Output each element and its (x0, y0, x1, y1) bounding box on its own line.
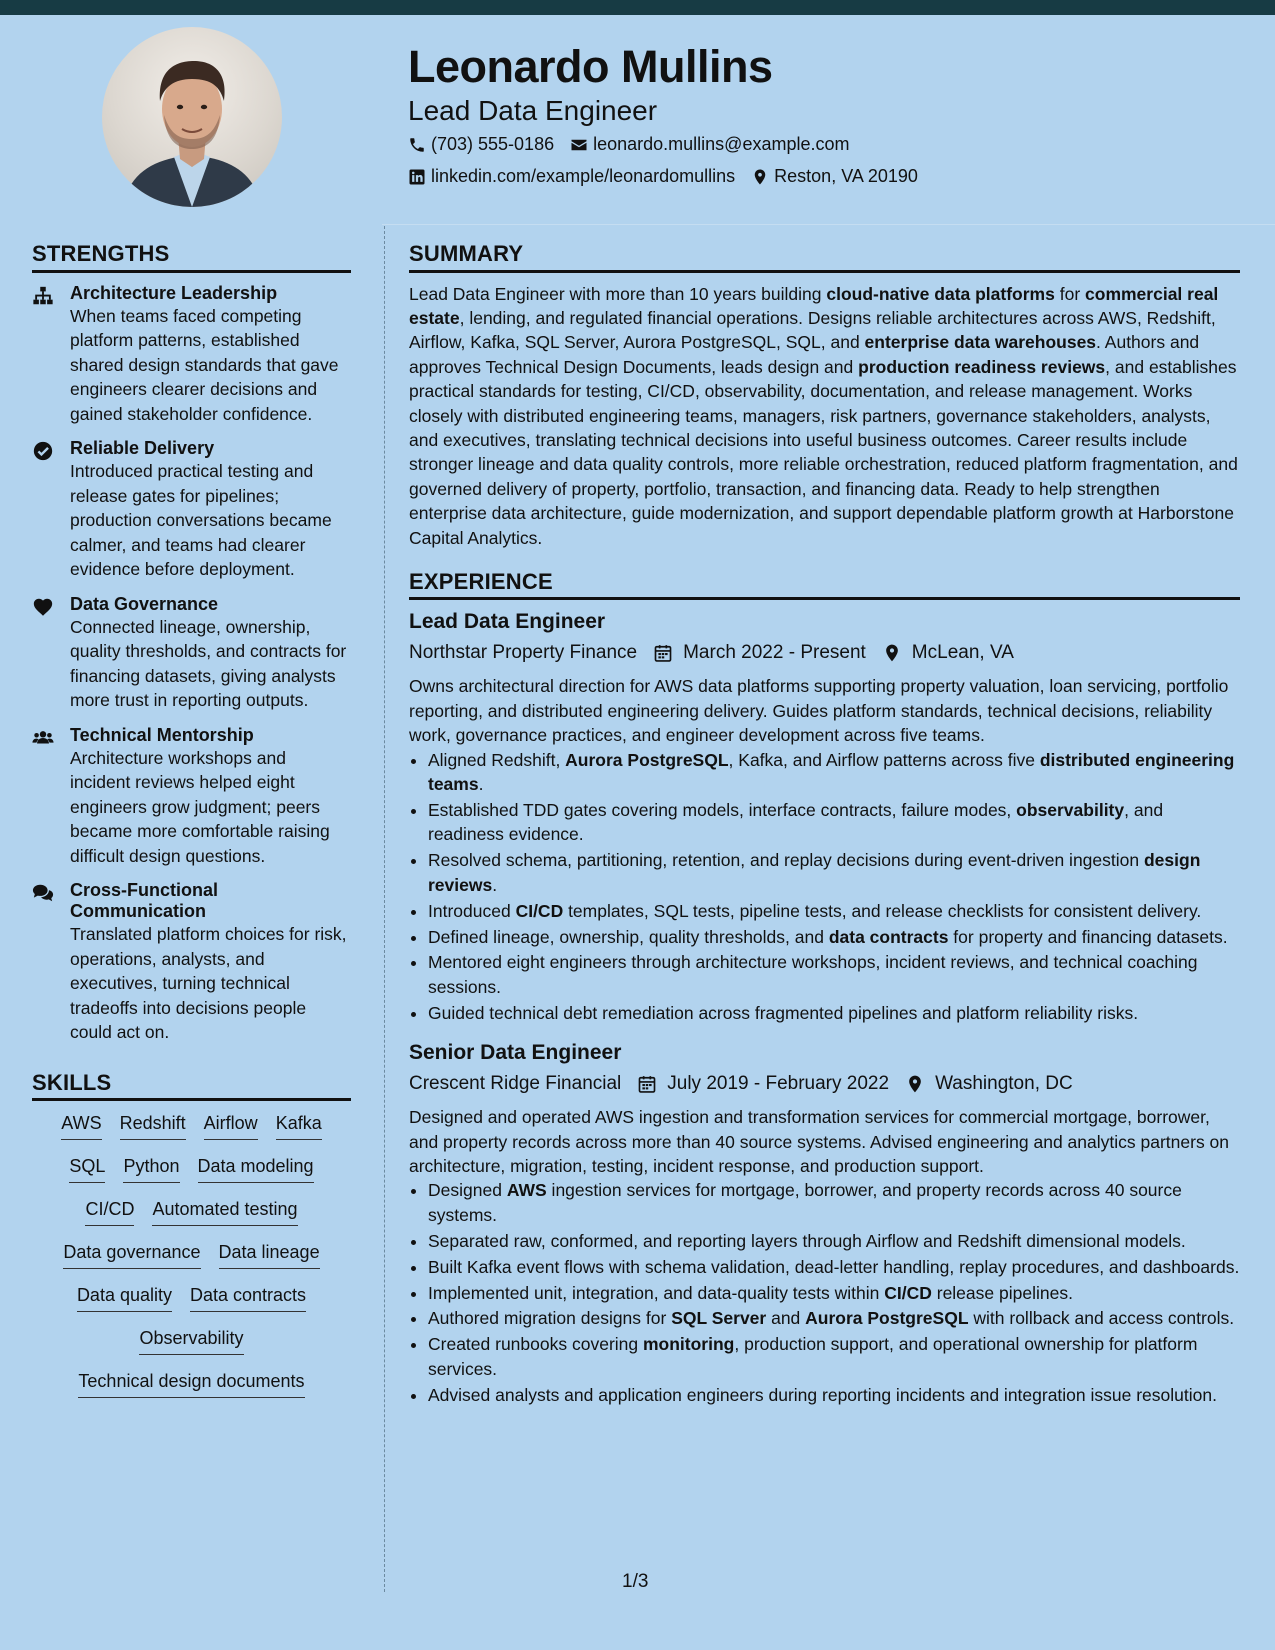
phone-text[interactable]: (703) 555-0186 (431, 134, 555, 154)
strength-desc: Translated platform choices for risk, operations, analysts, and executives, turning technical tradeoffs into decisions people could act on. (70, 924, 347, 1042)
text-segment: Separated raw, conformed, and reporting layers through Airflow and Redshift dimensional models. (428, 1230, 1186, 1251)
contact-email (570, 134, 849, 155)
job-bullet (428, 1383, 1240, 1407)
skill-tag: Data lineage (219, 1240, 320, 1269)
linkedin-link[interactable]: linkedin.com/example/leonardomullins (431, 166, 736, 186)
text-segment: Advised analysts and application engineers during reporting incidents and integration issue resolution. (428, 1384, 1217, 1405)
job-bullet (428, 950, 1240, 999)
check-circle-icon (32, 438, 70, 582)
skill-tag: Technical design documents (78, 1369, 304, 1398)
job-bullet (428, 1001, 1240, 1025)
sitemap-icon (32, 283, 70, 427)
strength-item (32, 725, 351, 869)
skill-tag: Data quality (77, 1283, 172, 1312)
text-segment: . (492, 874, 498, 895)
job-company (409, 1071, 621, 1097)
job-meta (409, 1071, 1240, 1097)
strength-title: Data Governance (70, 593, 219, 614)
bold-text: commercial real estate (409, 283, 1219, 328)
bold-text: observability (1016, 800, 1125, 820)
calendar-icon (653, 643, 673, 663)
location-text: Washington, DC (935, 1073, 1073, 1095)
strength-desc: Introduced practical testing and release gates for pipelines; production conversations became calmer, and teams had clearer evidence before deployment. (70, 461, 332, 579)
calendar-icon (637, 1074, 657, 1094)
bold-text: SQL Server (671, 1308, 767, 1329)
strength-title: Technical Mentorship (70, 724, 254, 745)
bold-text: data contracts (828, 926, 949, 947)
bold-text: Aurora PostgreSQL (565, 749, 729, 770)
text-segment: ingestion services for mortgage, borrower, and property records across 40 source systems. (428, 1180, 1182, 1225)
text-segment: for property and financing datasets. (948, 926, 1228, 947)
bold-text: Aurora PostgreSQL (805, 1308, 969, 1329)
strength-desc: Architecture workshops and incident reviews helped eight engineers grow judgment; peers became more comfortable raising difficult design questions. (70, 747, 330, 866)
skill-tag: Python (123, 1154, 179, 1183)
header-divider (382, 224, 1275, 225)
strengths-heading: STRENGTHS (32, 240, 351, 273)
job-company (409, 640, 637, 666)
text-segment: Resolved schema, partitioning, retention, and replay decisions during event-driven ingestion (428, 850, 1144, 871)
job-title: Senior Data Engineer (409, 1041, 622, 1065)
job-meta (409, 640, 1240, 666)
text-segment: , production support, and operational ownership for platform services. (428, 1334, 1198, 1379)
job-title: Lead Data Engineer (409, 610, 606, 634)
phone-icon (408, 136, 426, 154)
bold-text: distributed engineering teams (428, 749, 1235, 795)
profile-photo-portrait (102, 27, 282, 207)
contact-row-1 (408, 134, 849, 155)
strength-item (32, 283, 351, 427)
skill-tag: Automated testing (152, 1197, 297, 1226)
job-bullet (428, 1229, 1240, 1253)
text-segment: with rollback and access controls. (968, 1308, 1235, 1329)
job-bullet (428, 899, 1240, 923)
skill-tag: Data modeling (198, 1154, 314, 1183)
column-divider (384, 226, 385, 1592)
skill-tag: Data governance (63, 1240, 200, 1269)
text-segment: , and establishes practical standards for testing, CI/CD, observability, documentation, and release management. Works closely with distributed engineering teams, managers, risk partners, governance stakeholders, analysts, and executives, translating technical decisions into useful business outcomes. Career results include stronger lineage and data quality controls, more reliable orchestration, reduced platform fragmentation, and governed delivery of property, portfolio, transaction, and financing data. Ready to help strengthen enterprise data architecture, guide modernization, and support dependable platform growth at Harborstone Capital Analytics. (409, 356, 1238, 548)
strength-desc: When teams faced competing platform patterns, established shared design standards that gave engineers clearer decisions and gained stakeholder confidence. (70, 305, 339, 424)
map-pin-icon (905, 1074, 925, 1094)
job-location (905, 1071, 1073, 1097)
company-name: Crescent Ridge Financial (409, 1073, 622, 1095)
map-pin-icon (882, 643, 902, 663)
job-dates (653, 640, 866, 666)
text-segment: for (1054, 283, 1086, 304)
location-text: Reston, VA 20190 (774, 166, 918, 186)
job-bullet (428, 1332, 1240, 1381)
skill-tag: Data contracts (190, 1283, 306, 1312)
contact-phone (408, 134, 554, 155)
map-pin-icon (751, 168, 769, 186)
bold-text: cloud-native data platforms (826, 283, 1055, 304)
page-number: 1/3 (622, 1571, 649, 1592)
summary-text (409, 282, 1240, 550)
skill-row (32, 1369, 351, 1398)
bold-text: monitoring (642, 1334, 735, 1355)
text-segment: Implemented unit, integration, and data-quality tests within (428, 1282, 885, 1303)
users-icon (32, 725, 70, 869)
job-bullet (428, 748, 1240, 797)
bold-text: design reviews (428, 850, 1201, 895)
top-accent-bar (0, 0, 1275, 15)
text-segment: Authored migration designs for (428, 1308, 672, 1329)
text-segment: Established TDD gates covering models, interface contracts, failure modes, (428, 800, 1017, 820)
text-segment: , Kafka, and Airflow patterns across five (728, 749, 1040, 770)
candidate-name: Leonardo Mullins (408, 41, 773, 92)
skill-tag: Airflow (204, 1111, 258, 1140)
job-bullets (409, 1178, 1240, 1407)
bold-text: CI/CD (884, 1282, 932, 1303)
job-description: Designed and operated AWS ingestion and transformation services for commercial mortgage, borrower, and property records across more than 40 source systems. Advised engineering and analytics partners on architecture, migration, testing, incident response, and production support. (409, 1107, 1230, 1176)
experience-heading: EXPERIENCE (409, 568, 1240, 601)
skill-tag: SQL (69, 1154, 105, 1183)
job-location (882, 640, 1014, 666)
contact-row-2 (408, 166, 918, 187)
skill-row (32, 1197, 351, 1226)
location-text: McLean, VA (911, 642, 1014, 664)
skills-heading: SKILLS (32, 1069, 351, 1102)
text-segment: Built Kafka event flows with schema validation, dead-letter handling, replay procedures, and dashboards. (428, 1256, 1240, 1277)
strength-item (32, 594, 351, 713)
skill-tag: Redshift (120, 1111, 186, 1140)
text-segment: and (766, 1308, 806, 1329)
text-segment: Introduced (428, 900, 516, 921)
left-column (32, 240, 351, 1412)
job-bullet (428, 1281, 1240, 1305)
skill-row (32, 1283, 351, 1312)
right-column (409, 240, 1240, 1409)
summary-heading: SUMMARY (409, 240, 1240, 273)
strength-title: Reliable Delivery (70, 438, 215, 458)
skill-tag: CI/CD (85, 1197, 134, 1226)
job-bullet (428, 1306, 1240, 1330)
text-segment: Aligned Redshift, (428, 749, 566, 770)
strength-item (32, 438, 351, 582)
text-segment: . Authors and approves Technical Design Documents, leads design and (409, 332, 1200, 377)
text-segment: Designed (428, 1180, 507, 1201)
text-segment: Lead Data Engineer with more than 10 years building (409, 283, 827, 304)
skill-row (32, 1326, 351, 1355)
skill-tag: Kafka (276, 1111, 322, 1140)
text-segment: templates, SQL tests, pipeline tests, and release checklists for consistent delivery. (563, 900, 1202, 921)
skills-list (32, 1111, 351, 1398)
heart-icon (32, 594, 70, 713)
job-bullet (428, 848, 1240, 897)
strength-title: Cross-Functional Communication (70, 880, 219, 921)
job-bullet (428, 1178, 1240, 1227)
company-name: Northstar Property Finance (409, 642, 638, 664)
profile-photo (102, 27, 282, 207)
contact-linkedin (408, 166, 735, 187)
text-segment: Guided technical debt remediation across fragmented pipelines and platform reliability risks. (428, 1002, 1139, 1023)
skill-tag: AWS (61, 1111, 101, 1140)
strength-item (32, 880, 351, 1045)
text-segment: . (478, 774, 484, 795)
comments-icon (32, 880, 70, 1045)
skill-tag: Observability (139, 1326, 243, 1355)
skill-row (32, 1154, 351, 1183)
job-bullet (428, 925, 1240, 949)
skill-row (32, 1111, 351, 1140)
envelope-icon (570, 136, 588, 154)
strength-desc: Connected lineage, ownership, quality thresholds, and contracts for financing datasets, giving analysts more trust in reporting outputs. (70, 616, 347, 710)
bold-text: AWS (506, 1180, 547, 1201)
bold-text: CI/CD (515, 900, 564, 921)
email-link[interactable]: leonardo.mullins@example.com (593, 134, 850, 154)
strengths-list (32, 283, 351, 1045)
text-segment: , and readiness evidence. (428, 800, 1164, 845)
dates-text: March 2022 - Present (683, 642, 866, 664)
job-bullet (428, 1255, 1240, 1279)
skill-row (32, 1240, 351, 1269)
contact-location (751, 166, 918, 187)
job-bullet (428, 798, 1240, 847)
job-entry (409, 608, 1240, 1025)
dates-text: July 2019 - February 2022 (667, 1073, 890, 1095)
bold-text: enterprise data warehouses (864, 332, 1097, 353)
job-entry (409, 1039, 1240, 1407)
text-segment: Created runbooks covering (428, 1334, 643, 1355)
linkedin-icon (408, 168, 426, 186)
text-segment: release pipelines. (931, 1282, 1073, 1303)
job-description: Owns architectural direction for AWS data platforms supporting property valuation, loan servicing, portfolio reporting, and distributed engineering delivery. Guides platform standards, technical decisions, reliability work, governance practices, and engineer development across five teams. (409, 676, 1229, 746)
text-segment: Defined lineage, ownership, quality thresholds, and (428, 926, 829, 947)
candidate-title: Lead Data Engineer (408, 95, 658, 126)
job-bullets (409, 748, 1240, 1025)
job-dates (637, 1071, 889, 1097)
strength-title: Architecture Leadership (70, 282, 278, 303)
text-segment: , lending, and regulated financial operations. Designs reliable architectures across AWS, Redshift, Airflow, Kafka, SQL Server, Aurora PostgreSQL, SQL, and (409, 307, 1216, 353)
text-segment: Mentored eight engineers through architecture workshops, incident reviews, and technical coaching sessions. (428, 952, 1198, 997)
bold-text: production readiness reviews (858, 356, 1106, 377)
